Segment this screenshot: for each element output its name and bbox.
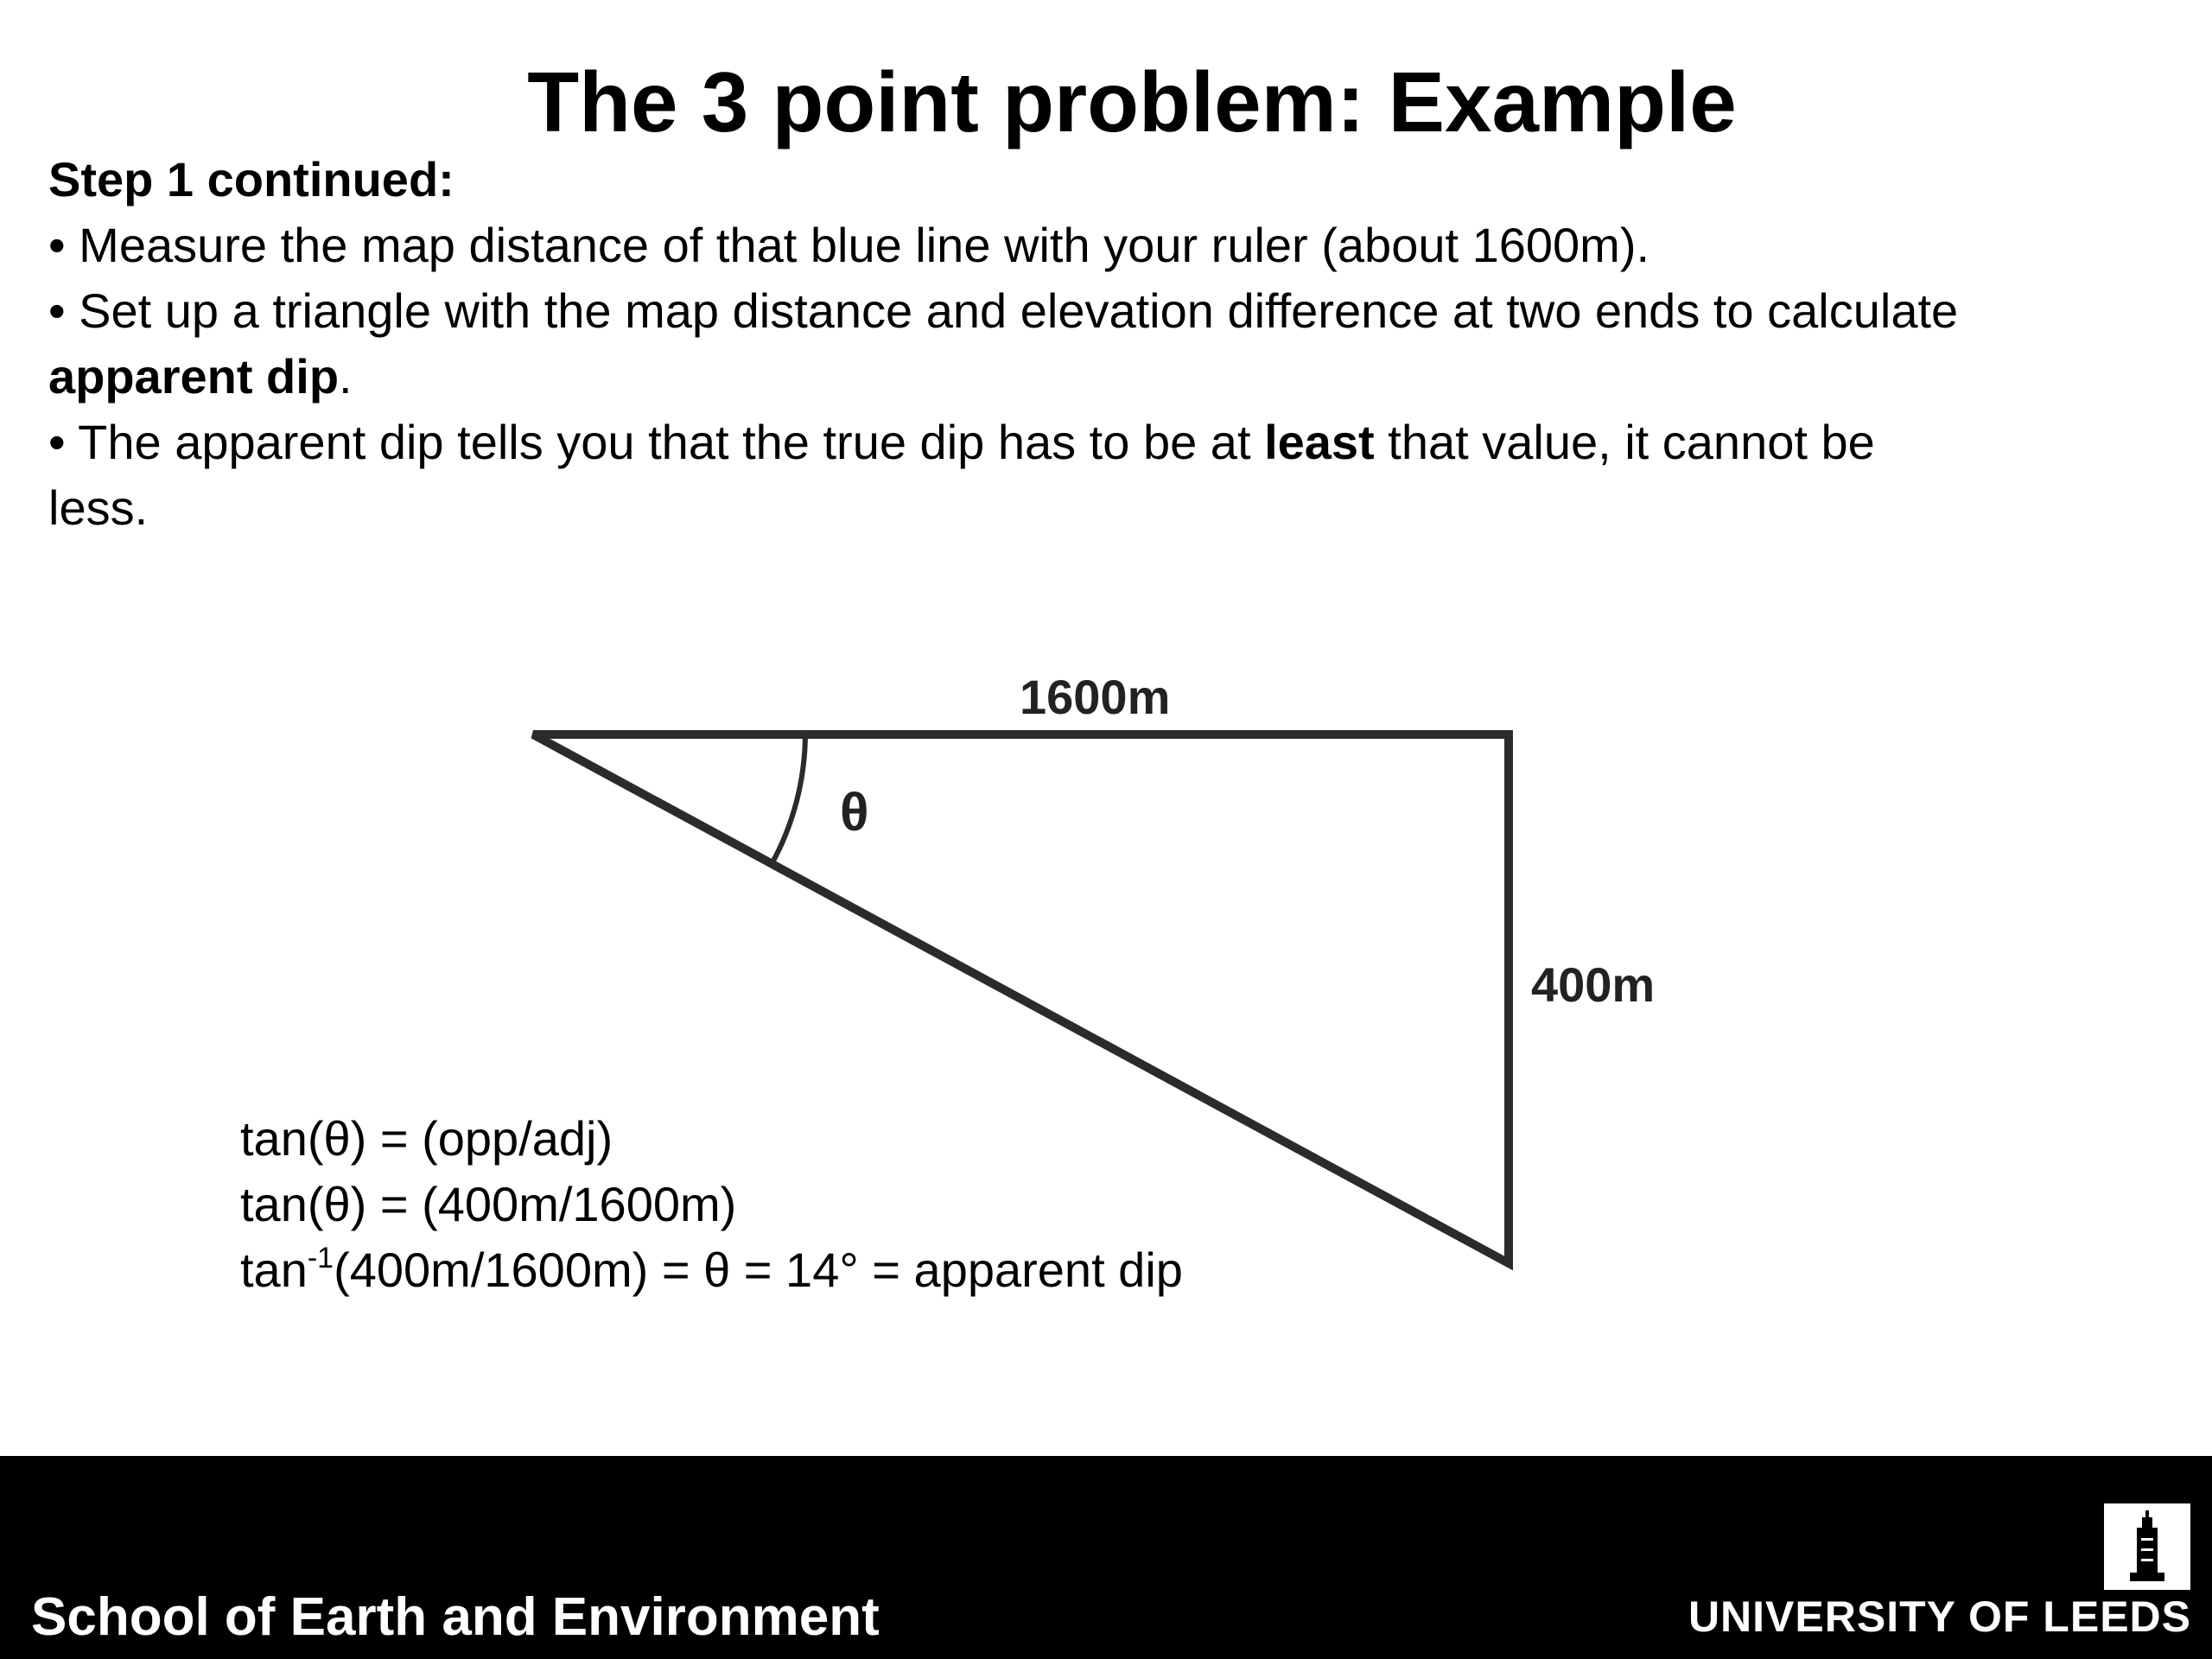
equation-3-superscript: -1	[307, 1242, 334, 1274]
least-bold: least	[1264, 415, 1375, 469]
tower-icon	[2104, 1503, 2190, 1590]
bullet-triangle-end: .	[339, 349, 353, 404]
side-length-label: 400m	[1531, 957, 1656, 1012]
angle-theta-label: θ	[840, 783, 869, 842]
university-name: UNIVERSITY OF LEEDS	[1688, 1592, 2191, 1641]
bullet-apparent-dip-pre: • The apparent dip tells you that the true dip has to be at	[48, 415, 1265, 469]
school-name: School of Earth and Environment	[31, 1587, 880, 1647]
university-logo	[2104, 1503, 2190, 1590]
bullet-apparent-dip-line2: less.	[48, 480, 149, 535]
equation-2: tan(θ) = (400m/1600m)	[240, 1177, 737, 1231]
bullet-triangle-text: • Set up a triangle with the map distance and elevation difference at two ends to calculate	[48, 283, 1959, 338]
equations	[240, 1106, 1183, 1303]
top-length-label: 1600m	[1020, 670, 1171, 724]
bullet-measure: • Measure the map distance of that blue line with your ruler (about 1600m).	[48, 218, 1650, 272]
equation-3-rest: (400m/1600m) = θ = 14° = apparent dip	[334, 1243, 1183, 1297]
step-heading: Step 1 continued:	[48, 152, 454, 207]
angle-arc	[772, 734, 805, 864]
equation-1: tan(θ) = (opp/adj)	[240, 1111, 613, 1166]
equation-3-tan: tan	[240, 1243, 308, 1297]
apparent-dip-bold: apparent dip	[48, 349, 340, 404]
slide-title: The 3 point problem: Example	[527, 54, 1737, 149]
equation-3	[240, 1237, 1183, 1303]
bullet-apparent-dip-post: that value, it cannot be	[1374, 415, 1875, 469]
footer-bar	[0, 1456, 2212, 1659]
